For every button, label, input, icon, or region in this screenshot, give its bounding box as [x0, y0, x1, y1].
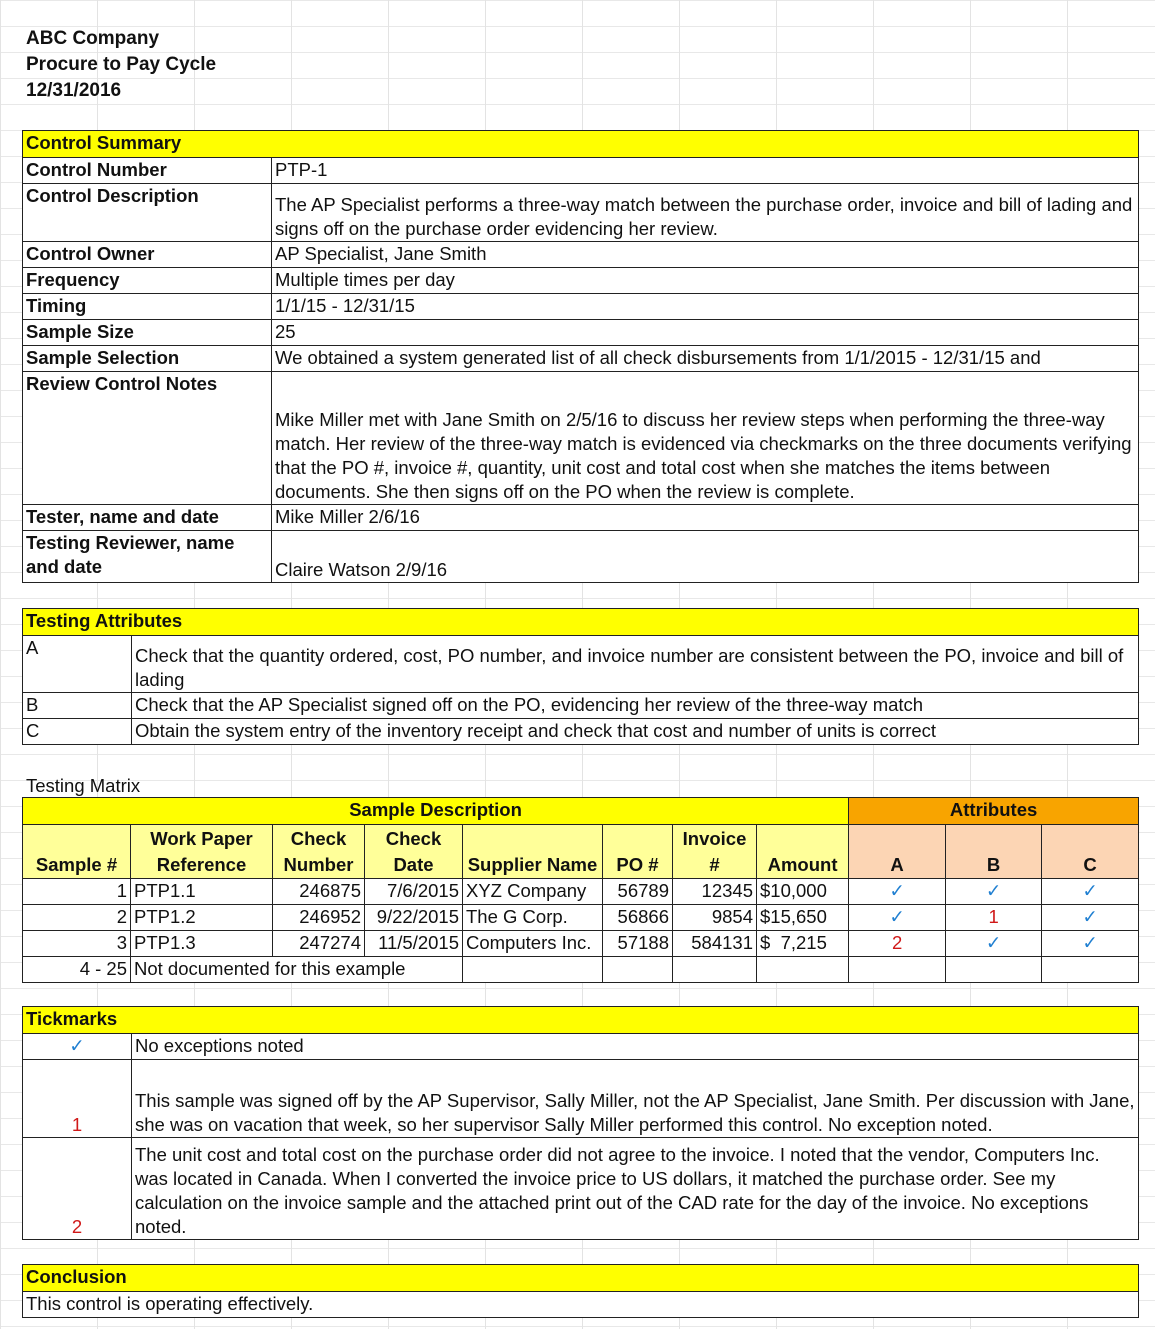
cell-po: 57188 [603, 931, 673, 957]
attribute-text: Check that the quantity ordered, cost, PO number, and invoice number are consistent between the PO, invoice and bill of lading [132, 636, 1139, 693]
conclusion-text: This control is operating effectively. [23, 1292, 1139, 1318]
control-summary-title: Control Summary [23, 131, 1139, 158]
cell-invoice: 584131 [673, 931, 757, 957]
check-icon: ✓ [849, 905, 946, 931]
report-date: 12/31/2016 [26, 80, 122, 101]
cell-po: 56866 [603, 905, 673, 931]
tester-value: Mike Miller 2/6/16 [272, 505, 1139, 531]
col-po: PO # [603, 825, 673, 879]
attribute-key: B [23, 693, 132, 719]
review-control-notes-value: Mike Miller met with Jane Smith on 2/5/16 to discuss her review steps when performing the three-way match. Her review of the three-way match is evidenced via checkmarks on the three documents verifying that the PO #, invoice #, quantity, unit cost and total cost when she matches the items between documents. She then signs off on the PO when the review is complete. [272, 372, 1139, 505]
col-check-number: Check Number [273, 825, 365, 879]
cycle-name: Procure to Pay Cycle [26, 54, 217, 75]
tickmark-1: 1 [946, 905, 1042, 931]
tickmark-2: 2 [23, 1138, 132, 1240]
sample-size-label: Sample Size [23, 320, 272, 346]
table-row [23, 957, 1139, 983]
cell-wp-ref: PTP1.3 [131, 931, 273, 957]
control-owner-label: Control Owner [23, 242, 272, 268]
testing-attributes-title: Testing Attributes [23, 609, 1139, 636]
testing-matrix-table [22, 797, 1139, 983]
col-wp-ref: Work Paper Reference [131, 825, 273, 879]
control-description-value: The AP Specialist performs a three-way match between the purchase order, invoice and bill of lading and signs off on the purchase order evidencing her review. [272, 184, 1139, 242]
check-icon: ✓ [849, 879, 946, 905]
control-owner-value: AP Specialist, Jane Smith [272, 242, 1139, 268]
timing-value: 1/1/15 - 12/31/15 [272, 294, 1139, 320]
sample-description-header: Sample Description [23, 798, 849, 825]
attribute-text: Obtain the system entry of the inventory receipt and check that cost and number of units is correct [132, 719, 1139, 745]
attribute-text: Check that the AP Specialist signed off on the PO, evidencing her review of the three-way match [132, 693, 1139, 719]
cell-sample: 1 [23, 879, 131, 905]
tester-label: Tester, name and date [23, 505, 272, 531]
tickmark-text: The unit cost and total cost on the purchase order did not agree to the invoice. I noted that the vendor, Computers Inc. was located in Canada. When I converted the invoice price to US dollars, it matched the purchase order. See my calculation on the invoice sample and the attached print out of the CAD rate for the day of the invoice. No exceptions noted. [132, 1138, 1139, 1240]
check-icon: ✓ [1042, 905, 1139, 931]
attribute-key: A [23, 636, 132, 693]
attributes-header: Attributes [849, 798, 1139, 825]
cell-amount: $15,650 [757, 905, 849, 931]
check-icon: ✓ [946, 879, 1042, 905]
col-invoice: Invoice # [673, 825, 757, 879]
col-attr-c: C [1042, 825, 1139, 879]
cell-check-date: 7/6/2015 [365, 879, 463, 905]
col-attr-b: B [946, 825, 1042, 879]
col-supplier: Supplier Name [463, 825, 603, 879]
table-row [23, 879, 1139, 905]
tickmark-text: No exceptions noted [132, 1034, 1139, 1060]
cell-amount: $ 7,215 [757, 931, 849, 957]
review-control-notes-label: Review Control Notes [23, 372, 272, 505]
check-icon: ✓ [1042, 879, 1139, 905]
cell-check-number: 246952 [273, 905, 365, 931]
cell-check-date: 9/22/2015 [365, 905, 463, 931]
tickmark-1: 1 [23, 1060, 132, 1138]
sample-size-value: 25 [272, 320, 1139, 346]
cell-sample: 3 [23, 931, 131, 957]
cell-check-number: 246875 [273, 879, 365, 905]
control-number-label: Control Number [23, 158, 272, 184]
col-check-date: Check Date [365, 825, 463, 879]
col-attr-a: A [849, 825, 946, 879]
sample-selection-label: Sample Selection [23, 346, 272, 372]
frequency-value: Multiple times per day [272, 268, 1139, 294]
control-number-value: PTP-1 [272, 158, 1139, 184]
cell-invoice: 9854 [673, 905, 757, 931]
frequency-label: Frequency [23, 268, 272, 294]
tickmark-2: 2 [849, 931, 946, 957]
cell-wp-ref: PTP1.2 [131, 905, 273, 931]
cell-supplier: XYZ Company [463, 879, 603, 905]
table-row [23, 905, 1139, 931]
cell-check-date: 11/5/2015 [365, 931, 463, 957]
cell-amount: $10,000 [757, 879, 849, 905]
sample-selection-value: We obtained a system generated list of all check disbursements from 1/1/2015 - 12/31/15 and [272, 346, 1139, 372]
cell-invoice: 12345 [673, 879, 757, 905]
cell-supplier: The G Corp. [463, 905, 603, 931]
tickmarks-table [22, 1006, 1139, 1240]
col-sample: Sample # [23, 825, 131, 879]
testing-reviewer-value: Claire Watson 2/9/16 [272, 531, 1139, 583]
testing-matrix-label: Testing Matrix [26, 775, 141, 796]
cell-check-number: 247274 [273, 931, 365, 957]
cell-wp-ref: PTP1.1 [131, 879, 273, 905]
testing-reviewer-label: Testing Reviewer, name and date [23, 531, 272, 583]
company-name: ABC Company [26, 28, 160, 49]
control-description-label: Control Description [23, 184, 272, 242]
timing-label: Timing [23, 294, 272, 320]
cell-sample: 2 [23, 905, 131, 931]
check-icon: ✓ [23, 1034, 132, 1060]
cell-note: Not documented for this example [131, 957, 463, 983]
testing-attributes-table [22, 608, 1139, 745]
conclusion-title: Conclusion [23, 1265, 1139, 1292]
report-header [26, 26, 216, 104]
col-amount: Amount [757, 825, 849, 879]
attribute-key: C [23, 719, 132, 745]
table-row [23, 931, 1139, 957]
cell-sample: 4 - 25 [23, 957, 131, 983]
check-icon: ✓ [1042, 931, 1139, 957]
conclusion-table [22, 1264, 1139, 1318]
cell-supplier: Computers Inc. [463, 931, 603, 957]
tickmark-text: This sample was signed off by the AP Supervisor, Sally Miller, not the AP Specialist, Jane Smith. Per discussion with Jane, she was on vacation that week, so her supervisor Sally Miller performed this control. No exception noted. [132, 1060, 1139, 1138]
check-icon: ✓ [946, 931, 1042, 957]
cell-po: 56789 [603, 879, 673, 905]
tickmarks-title: Tickmarks [23, 1007, 1139, 1034]
control-summary-table [22, 130, 1139, 583]
